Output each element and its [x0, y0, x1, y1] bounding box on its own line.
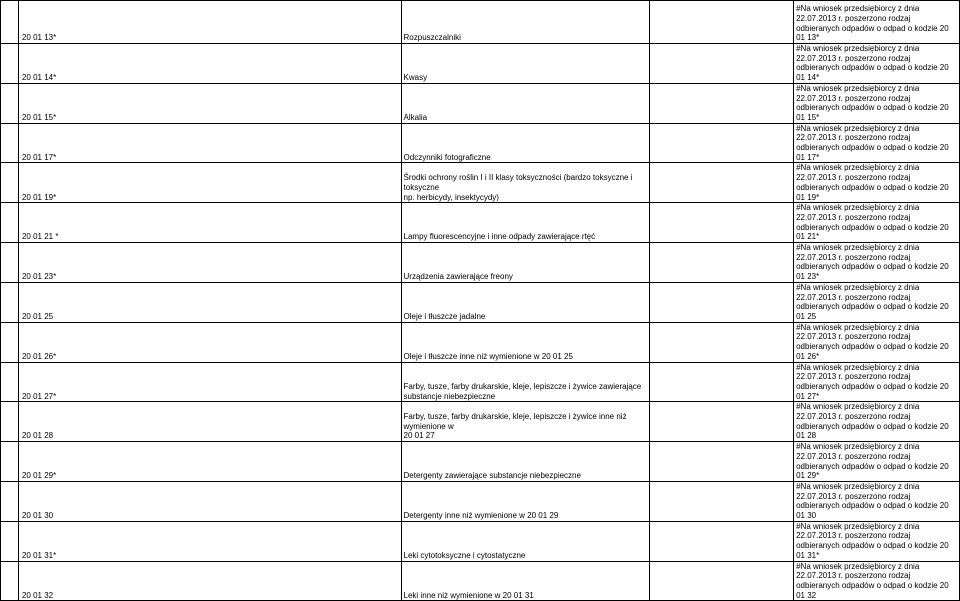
- waste-name-cell: [401, 282, 650, 322]
- waste-code-cell: [18, 44, 401, 84]
- table-row: [1, 322, 960, 362]
- waste-code-text: 20 01 32: [21, 590, 54, 600]
- waste-name-text: Kwasy: [403, 73, 428, 83]
- waste-name-text: Leki inne niż wymienione w 20 01 31: [403, 590, 534, 600]
- empty-cell: [650, 481, 794, 521]
- waste-code-text: 20 01 27*: [21, 391, 57, 401]
- waste-code-text: 20 01 23*: [21, 272, 57, 282]
- note-cell: [794, 481, 960, 521]
- note-cell: [794, 163, 960, 203]
- waste-name-cell: [401, 362, 650, 402]
- note-cell: [794, 402, 960, 442]
- note-cell: [794, 322, 960, 362]
- empty-cell: [650, 521, 794, 561]
- waste-name-text: Farby, tusze, farby drukarskie, kleje, lepiszcze i żywice inne niż wymienione w 20 01 27: [403, 412, 627, 441]
- waste-name-cell: [401, 44, 650, 84]
- row-margin-cell: [1, 521, 19, 561]
- row-margin-cell: [1, 561, 19, 601]
- empty-cell: [650, 442, 794, 482]
- waste-name-text: Alkalia: [403, 112, 428, 122]
- note-text: #Na wniosek przedsiębiorcy z dnia 22.07.2013 r. poszerzono rodzaj odbieranych odpadów o odpad o kodzie 20 01 17*: [796, 123, 949, 162]
- table-row: [1, 163, 960, 203]
- note-text: #Na wniosek przedsiębiorcy z dnia 22.07.2013 r. poszerzono rodzaj odbieranych odpadów o odpad o kodzie 20 01 27*: [796, 362, 949, 401]
- note-text: #Na wniosek przedsiębiorcy z dnia 22.07.2013 r. poszerzono rodzaj odbieranych odpadów o odpad o kodzie 20 01 28: [796, 402, 949, 441]
- note-text: #Na wniosek przedsiębiorcy z dnia 22.07.2013 r. poszerzono rodzaj odbieranych odpadów o odpad o kodzie 20 01 32: [796, 561, 949, 600]
- waste-code-cell: [18, 203, 401, 243]
- waste-code-text: 20 01 21 *: [21, 232, 59, 242]
- row-margin-cell: [1, 83, 19, 123]
- waste-name-text: Odczynniki fotograficzne: [403, 152, 491, 162]
- waste-code-text: 20 01 15*: [21, 112, 57, 122]
- row-margin-cell: [1, 123, 19, 163]
- empty-cell: [650, 561, 794, 601]
- note-cell: [794, 83, 960, 123]
- waste-code-text: 20 01 28: [21, 431, 54, 441]
- waste-code-text: 20 01 13*: [21, 33, 57, 43]
- waste-name-cell: [401, 561, 650, 601]
- waste-code-cell: [18, 402, 401, 442]
- table-row: [1, 521, 960, 561]
- note-text: #Na wniosek przedsiębiorcy z dnia 22.07.2013 r. poszerzono rodzaj odbieranych odpadów o odpad o kodzie 20 01 13*: [796, 4, 949, 43]
- waste-code-cell: [18, 1, 401, 44]
- waste-code-cell: [18, 521, 401, 561]
- waste-code-cell: [18, 163, 401, 203]
- row-margin-cell: [1, 322, 19, 362]
- note-text: #Na wniosek przedsiębiorcy z dnia 22.07.2013 r. poszerzono rodzaj odbieranych odpadów o odpad o kodzie 20 01 15*: [796, 83, 949, 122]
- empty-cell: [650, 44, 794, 84]
- waste-name-text: Detergenty zawierające substancje niebezpieczne: [403, 471, 581, 481]
- note-cell: [794, 44, 960, 84]
- empty-cell: [650, 1, 794, 44]
- waste-code-cell: [18, 481, 401, 521]
- waste-name-text: Detergenty inne niż wymienione w 20 01 29: [403, 511, 559, 521]
- waste-name-cell: [401, 123, 650, 163]
- waste-name-cell: [401, 243, 650, 283]
- empty-cell: [650, 83, 794, 123]
- waste-code-cell: [18, 243, 401, 283]
- note-cell: [794, 1, 960, 44]
- waste-name-text: Leki cytotoksyczne i cytostatyczne: [403, 550, 526, 560]
- table-row: [1, 362, 960, 402]
- note-text: #Na wniosek przedsiębiorcy z dnia 22.07.2013 r. poszerzono rodzaj odbieranych odpadów o odpad o kodzie 20 01 26*: [796, 322, 949, 361]
- waste-name-cell: [401, 203, 650, 243]
- empty-cell: [650, 243, 794, 283]
- waste-name-text: Urządzenia zawierające freony: [403, 272, 513, 282]
- note-text: #Na wniosek przedsiębiorcy z dnia 22.07.2013 r. poszerzono rodzaj odbieranych odpadów o odpad o kodzie 20 01 29*: [796, 442, 949, 481]
- table-row: [1, 44, 960, 84]
- note-cell: [794, 521, 960, 561]
- note-text: #Na wniosek przedsiębiorcy z dnia 22.07.2013 r. poszerzono rodzaj odbieranych odpadów o odpad o kodzie 20 01 30: [796, 481, 949, 521]
- row-margin-cell: [1, 362, 19, 402]
- note-text: #Na wniosek przedsiębiorcy z dnia 22.07.2013 r. poszerzono rodzaj odbieranych odpadów o odpad o kodzie 20 01 23*: [796, 243, 949, 282]
- waste-code-text: 20 01 29*: [21, 471, 57, 481]
- note-text: #Na wniosek przedsiębiorcy z dnia 22.07.2013 r. poszerzono rodzaj odbieranych odpadów o odpad o kodzie 20 01 14*: [796, 44, 949, 83]
- waste-code-text: 20 01 14*: [21, 73, 57, 83]
- waste-code-text: 20 01 30: [21, 511, 54, 521]
- waste-code-cell: [18, 322, 401, 362]
- row-margin-cell: [1, 1, 19, 44]
- empty-cell: [650, 203, 794, 243]
- waste-code-text: 20 01 31*: [21, 550, 57, 560]
- row-margin-cell: [1, 442, 19, 482]
- table-row: [1, 402, 960, 442]
- table-row: [1, 442, 960, 482]
- table-row: [1, 282, 960, 322]
- empty-cell: [650, 402, 794, 442]
- row-margin-cell: [1, 163, 19, 203]
- waste-name-cell: [401, 83, 650, 123]
- waste-name-cell: [401, 163, 650, 203]
- waste-name-text: Oleje i tłuszcze jadalne: [403, 311, 486, 321]
- waste-code-text: 20 01 26*: [21, 351, 57, 361]
- waste-code-cell: [18, 561, 401, 601]
- waste-code-cell: [18, 362, 401, 402]
- note-cell: [794, 362, 960, 402]
- empty-cell: [650, 163, 794, 203]
- row-margin-cell: [1, 282, 19, 322]
- note-cell: [794, 561, 960, 601]
- row-margin-cell: [1, 481, 19, 521]
- waste-name-cell: [401, 322, 650, 362]
- table-row: [1, 1, 960, 44]
- waste-name-cell: [401, 481, 650, 521]
- waste-name-text: Lampy fluorescencyjne i inne odpady zawierające rtęć: [403, 232, 596, 242]
- waste-name-cell: [401, 521, 650, 561]
- waste-name-text: Rozpuszczalniki: [403, 33, 461, 43]
- empty-cell: [650, 282, 794, 322]
- waste-code-cell: [18, 83, 401, 123]
- row-margin-cell: [1, 243, 19, 283]
- row-margin-cell: [1, 44, 19, 84]
- table-row: [1, 203, 960, 243]
- note-text: #Na wniosek przedsiębiorcy z dnia 22.07.2013 r. poszerzono rodzaj odbieranych odpadów o odpad o kodzie 20 01 25: [796, 282, 949, 321]
- note-cell: [794, 203, 960, 243]
- waste-code-cell: [18, 123, 401, 163]
- waste-code-text: 20 01 19*: [21, 192, 57, 202]
- waste-code-text: 20 01 17*: [21, 152, 57, 162]
- waste-code-text: 20 01 25: [21, 311, 54, 321]
- waste-codes-table-body: [1, 1, 960, 601]
- row-margin-cell: [1, 402, 19, 442]
- note-cell: [794, 442, 960, 482]
- note-cell: [794, 282, 960, 322]
- empty-cell: [650, 123, 794, 163]
- waste-name-text: Oleje i tłuszcze inne niż wymienione w 20 01 25: [403, 351, 573, 361]
- note-text: #Na wniosek przedsiębiorcy z dnia 22.07.2013 r. poszerzono rodzaj odbieranych odpadów o odpad o kodzie 20 01 19*: [796, 163, 949, 202]
- note-cell: [794, 123, 960, 163]
- note-cell: [794, 243, 960, 283]
- table-row: [1, 561, 960, 601]
- empty-cell: [650, 362, 794, 402]
- waste-code-cell: [18, 442, 401, 482]
- waste-name-cell: [401, 1, 650, 44]
- waste-name-cell: [401, 402, 650, 442]
- note-text: #Na wniosek przedsiębiorcy z dnia 22.07.2013 r. poszerzono rodzaj odbieranych odpadów o odpad o kodzie 20 01 31*: [796, 521, 949, 560]
- table-row: [1, 243, 960, 283]
- waste-name-text: Farby, tusze, farby drukarskie, kleje, lepiszcze i żywice zawierające substancje niebezpieczne: [403, 381, 642, 401]
- row-margin-cell: [1, 203, 19, 243]
- table-row: [1, 123, 960, 163]
- waste-name-text: Środki ochrony roślin I i II klasy toksyczności (bardzo toksyczne i toksyczne np. herbicydy, insektycydy): [403, 173, 633, 202]
- note-text: #Na wniosek przedsiębiorcy z dnia 22.07.2013 r. poszerzono rodzaj odbieranych odpadów o odpad o kodzie 20 01 21*: [796, 203, 949, 242]
- empty-cell: [650, 322, 794, 362]
- table-row: [1, 481, 960, 521]
- table-row: [1, 83, 960, 123]
- waste-code-cell: [18, 282, 401, 322]
- waste-name-cell: [401, 442, 650, 482]
